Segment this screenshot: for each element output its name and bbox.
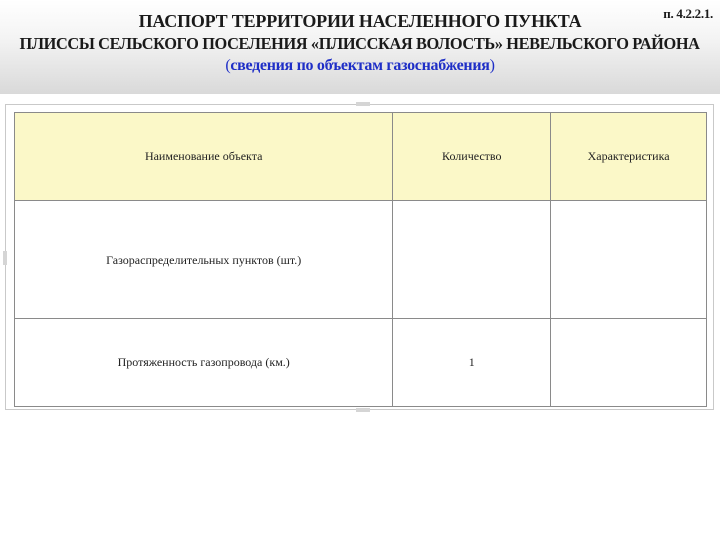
header-characteristic: Характеристика: [551, 113, 707, 201]
title-banner: [0, 0, 720, 94]
row-object-name: Протяженность газопровода (км.): [15, 319, 393, 407]
subtitle-close-paren: ): [489, 57, 495, 74]
row-quantity: [393, 201, 551, 319]
subtitle-text: сведения по объектам газоснабжения: [230, 57, 490, 74]
page-title-line2: ПЛИССЫ СЕЛЬСКОГО ПОСЕЛЕНИЯ «ПЛИССКАЯ ВОЛОСТЬ» НЕВЕЛЬСКОГО РАЙОНА: [19, 34, 701, 53]
page-subtitle: [0, 57, 720, 75]
gas-objects-table: [14, 112, 707, 407]
resize-handle-bottom[interactable]: [356, 408, 370, 412]
subtitle-open-paren: (: [225, 57, 231, 74]
table-row: [15, 319, 707, 407]
page-title-line1: ПАСПОРТ ТЕРРИТОРИИ НАСЕЛЕННОГО ПУНКТА: [138, 11, 582, 31]
row-characteristic: [551, 201, 707, 319]
table-frame: [5, 104, 714, 410]
resize-handle-top[interactable]: [356, 102, 370, 106]
resize-handle-left[interactable]: [3, 251, 7, 265]
row-quantity: 1: [393, 319, 551, 407]
header-object-name: Наименование объекта: [15, 113, 393, 201]
row-characteristic: [551, 319, 707, 407]
header-quantity: Количество: [393, 113, 551, 201]
row-object-name-text: Газораспределительных пунктов (шт.): [106, 253, 302, 267]
table-header-row: [15, 113, 707, 201]
section-reference: п. 4.2.2.1.: [663, 6, 713, 21]
table-row: [15, 201, 707, 319]
row-object-name: [15, 201, 393, 319]
